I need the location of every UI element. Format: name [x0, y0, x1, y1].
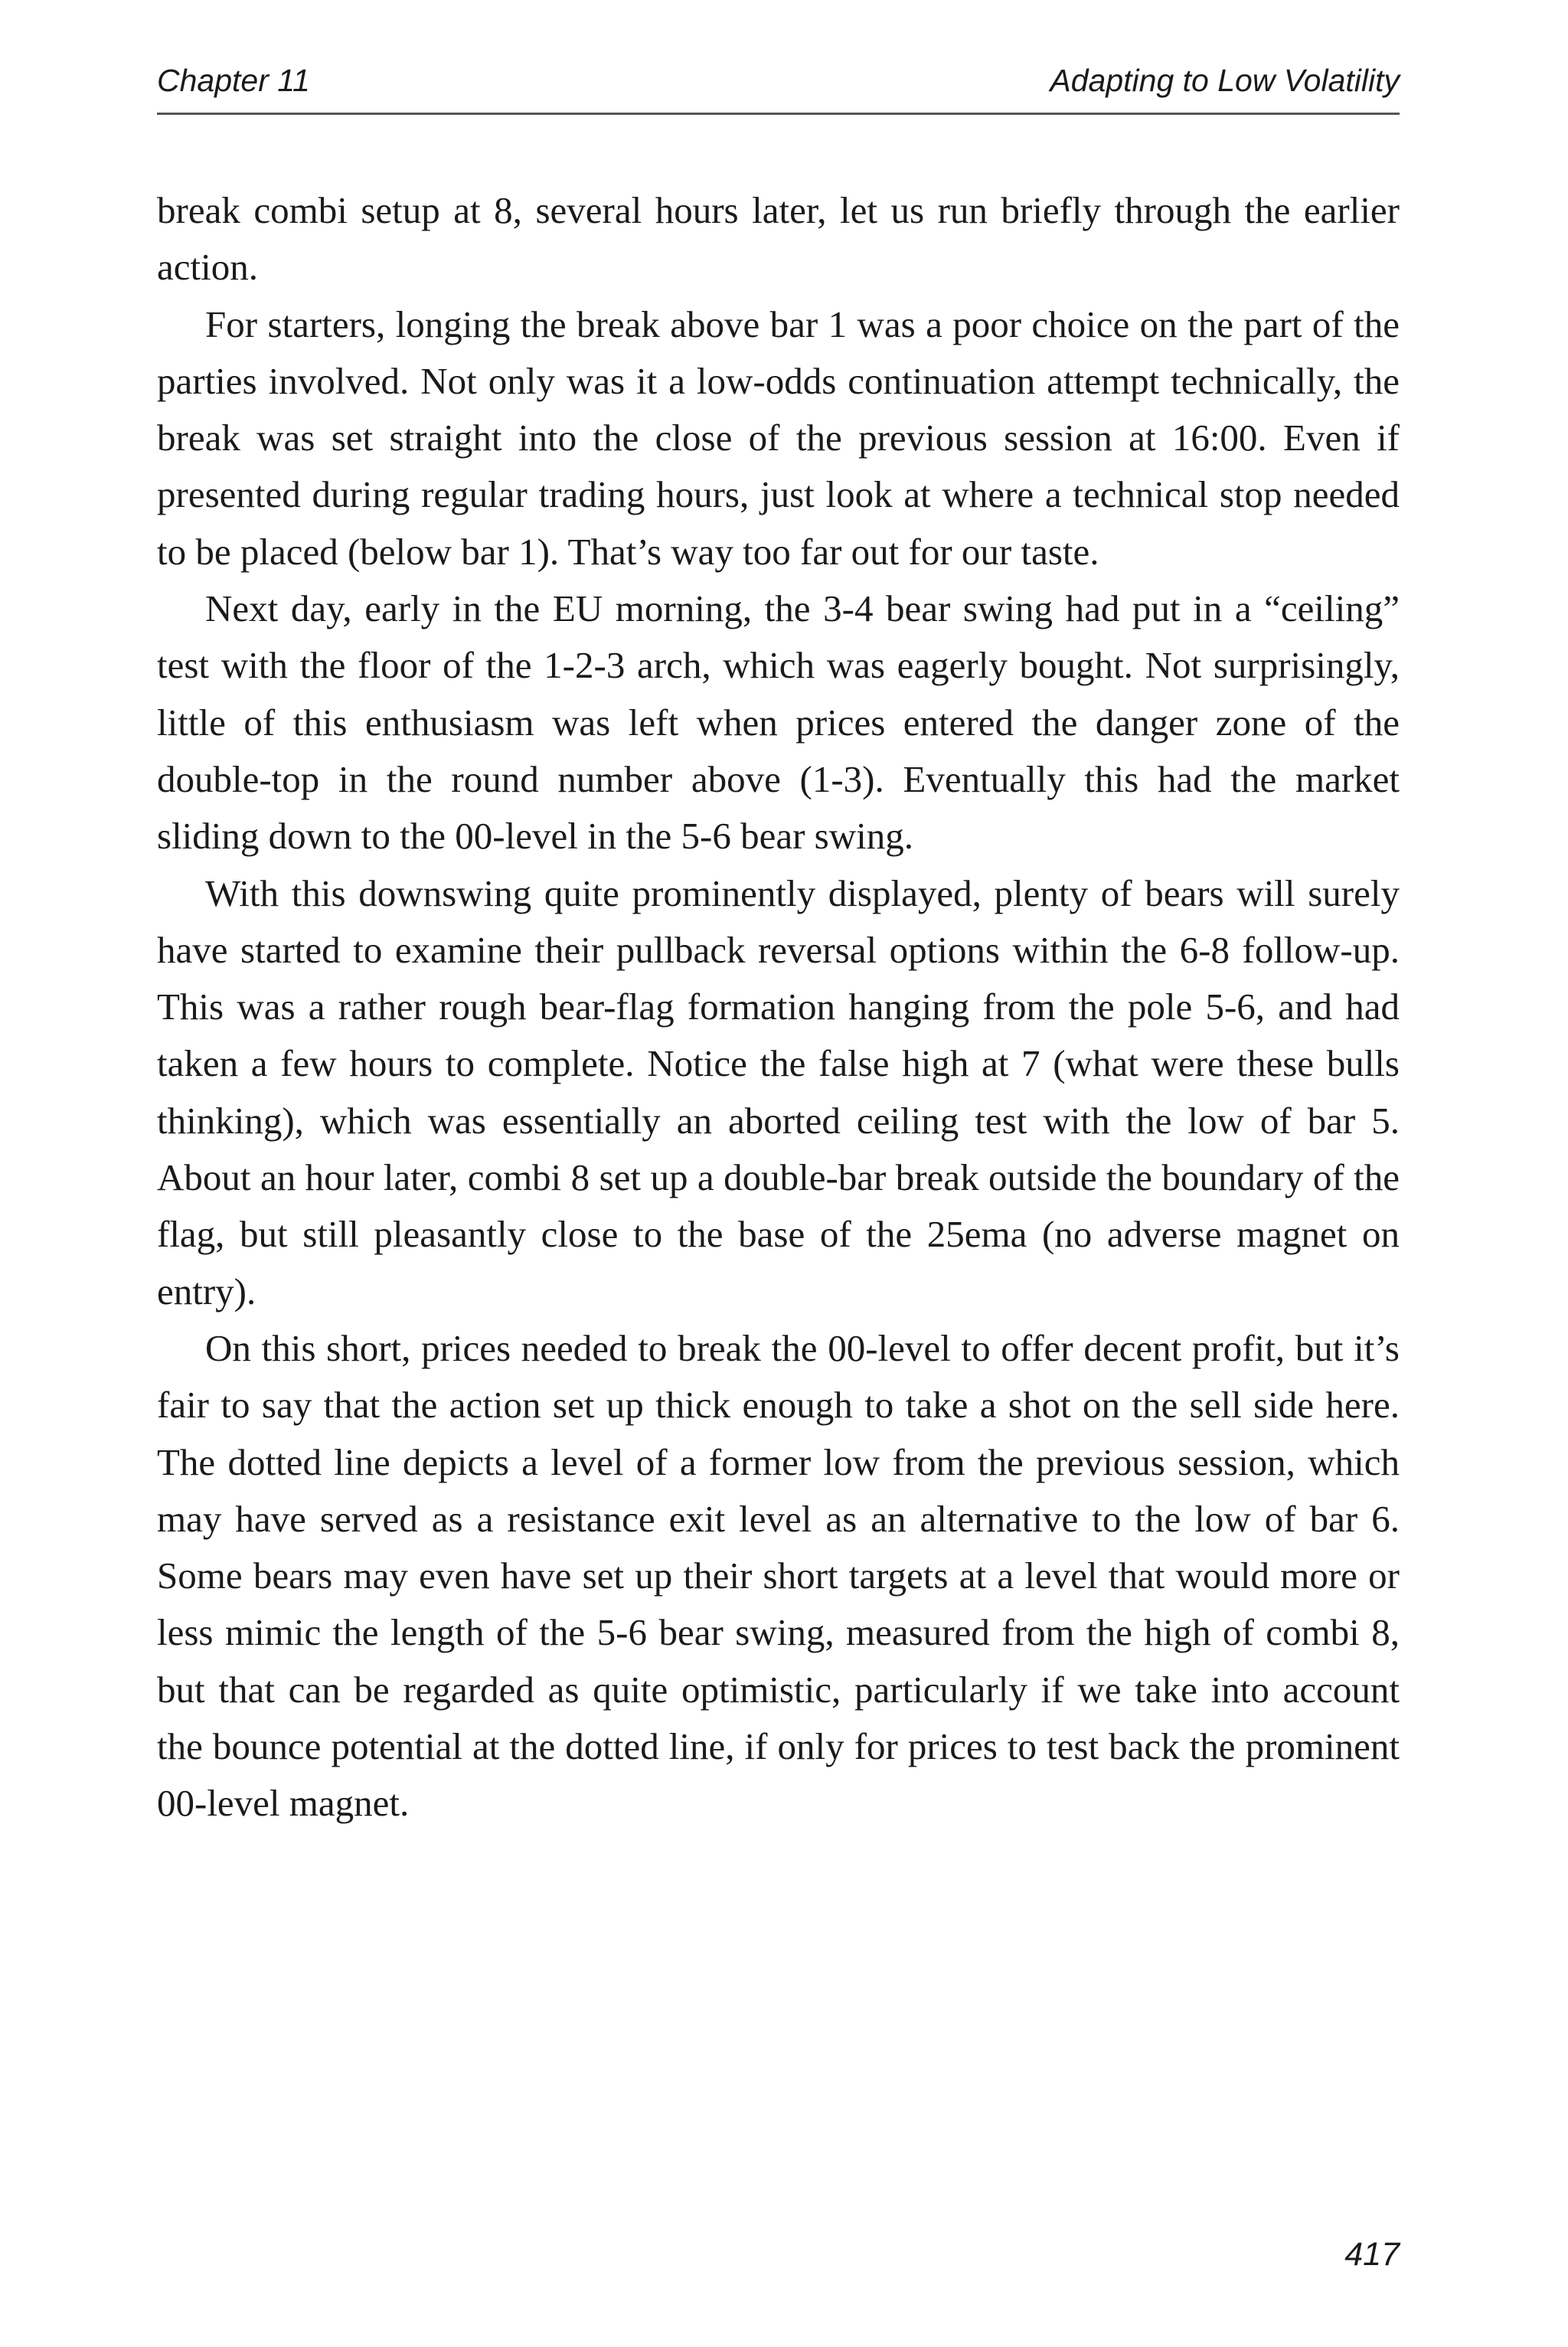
paragraph-4: With this downswing quite prominently displayed, plenty of bears will surely have started to examine their pullback reversal options within the 6-8 follow-up. This was a rather rough bear-flag formation hanging from the pole 5-6, and had taken a few hours to complete. Notice the false high at 7 (what were these bulls thinking), which was essentially an aborted ceiling test with the low of bar 5. About an hour later, combi 8 set up a double-bar break outside the boundary of the flag, but still pleasantly close to the base of the 25ema (no adverse magnet on entry).	[157, 871, 1400, 1312]
paragraph-5: On this short, prices needed to break the 00-level to offer decent profit, but it’s fair to say that the action set up thick enough to take a shot on the sell side here. The dotted line depicts a level of a former low from the previous session, which may have served as a resistance exit level as an alternative to the low of bar 6. Some bears may even have set up their short targets at a level that would more or less mimic the length of the 5-6 bear swing, measured from the high of combi 8, but that can be regarded as quite optimistic, particularly if we take into account the bounce potential at the dotted line, if only for prices to test back the prominent 00-level magnet.	[157, 1326, 1400, 1825]
page-number: 417	[1344, 2236, 1400, 2273]
header-rule	[157, 113, 1400, 115]
paragraph-2: For starters, longing the break above bar 1 was a poor choice on the part of the parties involved. Not only was it a low-odds continuation attempt technically, the break was set straight into the close of the previous session at 16:00. Even if presented during regular trading hours, just look at where a technical stop needed to be placed (below bar 1). That’s way too far out for our taste.	[157, 302, 1400, 573]
chapter-label: Chapter 11	[157, 63, 310, 98]
section-title: Adapting to Low Volatility	[1050, 63, 1400, 98]
paragraph-1: break combi setup at 8, several hours later, let us run briefly through the earlier action.	[157, 189, 1400, 289]
running-head	[157, 54, 1400, 107]
paragraph-3: Next day, early in the EU morning, the 3-4 bear swing had put in a “ceiling” test with the floor of the 1-2-3 arch, which was eagerly bought. Not surprisingly, little of this enthusiasm was left when prices entered the danger zone of the double-top in the round number above (1-3). Eventually this had the market sliding down to the 00-level in the 5-6 bear swing.	[157, 587, 1400, 858]
body-text	[157, 182, 1400, 1832]
